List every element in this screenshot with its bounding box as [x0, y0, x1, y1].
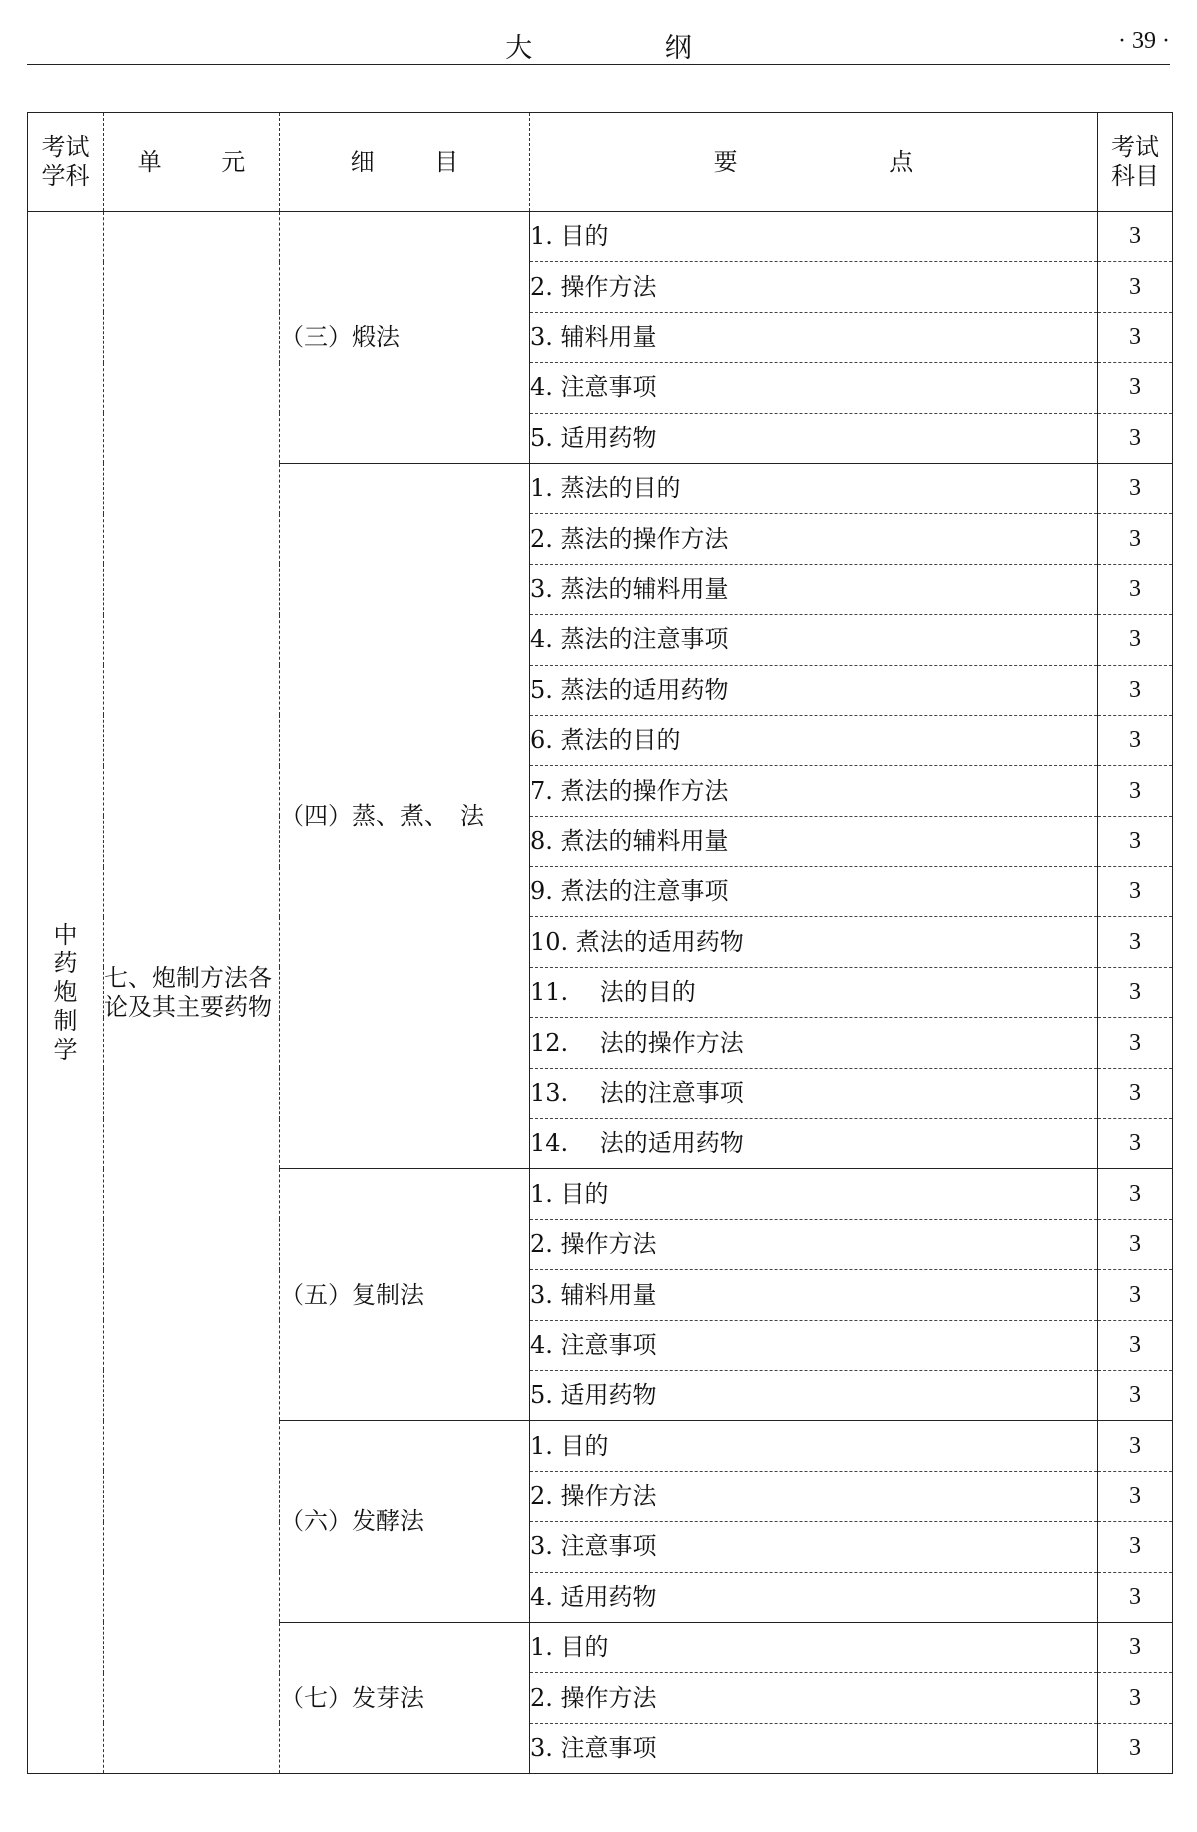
point-cell: 1. 目的: [530, 222, 609, 251]
point-cell: 3. 注意事项: [530, 1522, 1098, 1572]
point-cell: 12. 法的操作方法: [530, 1018, 1098, 1068]
level-cell: 3: [1098, 1068, 1173, 1118]
level-cell: 3: [1098, 1018, 1173, 1068]
level-cell: 3: [1098, 514, 1173, 564]
level-cell: 3: [1098, 615, 1173, 665]
level-cell: 3: [1098, 1370, 1173, 1420]
col-header-level: [1098, 113, 1173, 212]
point-cell: 3. 辅料用量: [530, 1270, 1098, 1320]
level-cell: 3: [1098, 1723, 1173, 1773]
subject-text: 中药炮制学: [53, 920, 78, 1064]
level-cell: 3: [1098, 212, 1173, 262]
point-cell: 2. 操作方法: [530, 1219, 1098, 1269]
level-cell: 3: [1098, 867, 1173, 917]
col-header-level-line1: 考试: [1111, 133, 1159, 162]
syllabus-table: [27, 112, 1173, 1774]
level-cell: 3: [1098, 1119, 1173, 1169]
level-cell: 3: [1098, 1522, 1173, 1572]
point-cell: 6. 煮法的目的: [530, 715, 1098, 765]
point-cell: 2. 操作方法: [530, 262, 1098, 312]
item-cell: （三）煅法: [280, 212, 530, 464]
point-cell: 1. 目的: [530, 1421, 1098, 1471]
point-cell: 5. 适用药物: [530, 1370, 1098, 1420]
level-cell: 3: [1098, 413, 1173, 463]
table-header-row: [28, 113, 1173, 212]
level-cell: 3: [1098, 1421, 1173, 1471]
subject-cell: [28, 212, 104, 1774]
point-cell: 3. 辅料用量: [530, 312, 1098, 362]
point-cell: 4. 注意事项: [530, 1320, 1098, 1370]
point-cell: 8. 煮法的辅料用量: [530, 816, 1098, 866]
col-header-level-line2: 科目: [1111, 162, 1159, 190]
level-cell: 3: [1098, 1673, 1173, 1723]
level-cell: 3: [1098, 816, 1173, 866]
point-cell: 4. 适用药物: [530, 1572, 1098, 1622]
unit-cell: 七、炮制方法各论及其主要药物: [104, 212, 280, 1774]
level-cell: 3: [1098, 665, 1173, 715]
point-cell: 5. 适用药物: [530, 413, 1098, 463]
point-cell: 2. 操作方法: [530, 1673, 1098, 1723]
item-cell: （四）蒸、煮、 法: [280, 463, 530, 1168]
col-header-item-label: 细 目: [350, 147, 485, 176]
level-cell: 3: [1098, 1320, 1173, 1370]
point-cell: 5. 蒸法的适用药物: [530, 665, 1098, 715]
point-cell: 4. 蒸法的注意事项: [530, 615, 1098, 665]
point-cell: 11. 法的目的: [530, 967, 1098, 1017]
point-cell: 13. 法的注意事项: [530, 1068, 1098, 1118]
point-cell: 1. 目的: [530, 1169, 1098, 1219]
col-header-point: [530, 113, 1098, 212]
page-number: · 39 ·: [1118, 28, 1170, 54]
col-header-unit-label: 单 元: [137, 147, 272, 176]
col-header-subject-line1: 考试: [41, 133, 90, 162]
level-cell: 3: [1098, 1219, 1173, 1269]
point-cell: 1. 蒸法的目的: [530, 463, 1098, 513]
level-cell: 3: [1098, 715, 1173, 765]
item-cell: （五）复制法: [280, 1169, 530, 1421]
col-header-subject-line2: 学科: [41, 162, 90, 190]
point-cell: 3. 蒸法的辅料用量: [530, 564, 1098, 614]
level-cell: 3: [1098, 766, 1173, 816]
level-cell: 3: [1098, 1572, 1173, 1622]
level-cell: 3: [1098, 1471, 1173, 1521]
col-header-point-label: 要 点: [713, 147, 986, 176]
point-cell: 10. 煮法的适用药物: [530, 917, 1098, 967]
level-cell: 3: [1098, 917, 1173, 967]
point-cell: 4. 注意事项: [530, 363, 1098, 413]
point-cell: 2. 操作方法: [530, 1471, 1098, 1521]
table-row: [28, 212, 1173, 262]
level-cell: 3: [1098, 564, 1173, 614]
col-header-unit: [104, 113, 280, 212]
item-cell: （七）发芽法: [280, 1622, 530, 1773]
point-cell: 9. 煮法的注意事项: [530, 867, 1098, 917]
item-cell: （六）发酵法: [280, 1421, 530, 1623]
level-cell: 3: [1098, 1169, 1173, 1219]
col-header-subject: [28, 113, 104, 212]
level-cell: 3: [1098, 363, 1173, 413]
level-cell: 3: [1098, 1270, 1173, 1320]
level-cell: 3: [1098, 1622, 1173, 1672]
level-cell: 3: [1098, 967, 1173, 1017]
table-body: [28, 212, 1173, 1774]
point-cell: 2. 蒸法的操作方法: [530, 514, 1098, 564]
col-header-item: [280, 113, 530, 212]
point-cell: 3. 注意事项: [530, 1723, 1098, 1773]
level-cell: 3: [1098, 312, 1173, 362]
running-title: 大 纲: [505, 33, 754, 64]
level-cell: 3: [1098, 262, 1173, 312]
page-header: [27, 20, 1170, 65]
point-cell: 14. 法的适用药物: [530, 1119, 1098, 1169]
point-cell: 1. 目的: [530, 1622, 1098, 1672]
level-cell: 3: [1098, 463, 1173, 513]
point-cell: 7. 煮法的操作方法: [530, 766, 1098, 816]
